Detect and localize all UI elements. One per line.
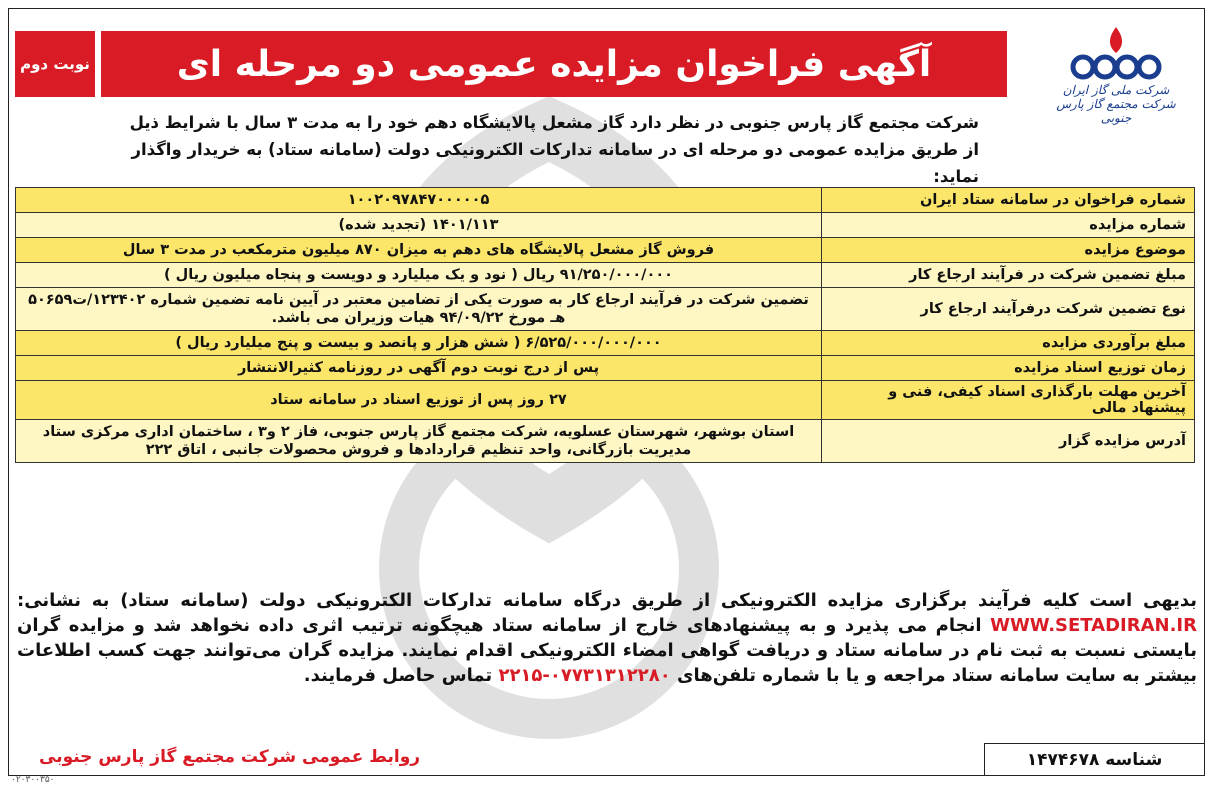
table-row (16, 420, 1195, 463)
row-label: زمان توزیع اسناد مزایده (822, 356, 1195, 381)
row-label: شماره فراخوان در سامانه ستاد ایران (822, 188, 1195, 213)
terms-text-2: انجام می پذیرد و به پیشنهادهای خارج از سامانه ستاد هیچگونه ترتیب اثری داده نخواهد شد و مزایده گران بایستی نسبت به ثبت نام در سامانه ستاد و دریافت گواهی امضاء الکترونیکی اقدام نمایند. مزایده گران می‌توانند جهت کسب اطلاعات بیشتر به سایت سامانه ستاد مراجعه و یا با شماره تلفن‌های (17, 615, 1197, 686)
row-label: موضوع مزایده (822, 238, 1195, 263)
edge-code: ۰۲۰۳۰۰۳۵۰ (11, 775, 55, 785)
row-value: استان بوشهر، شهرستان عسلویه، شرکت مجتمع گاز پارس جنوبی، فاز ۲ و۳ ، ساختمان اداری مرکزی ستاد مدیریت بازرگانی، واحد تنظیم قراردادها و فروش محصولات جانبی ، اتاق ۲۲۲ (16, 420, 822, 463)
row-value: پس از درج نوبت دوم آگهی در روزنامه کثیرالانتشار (16, 356, 822, 381)
ad-id-box (984, 743, 1204, 775)
terms-paragraph (17, 588, 1197, 688)
row-value: تضمین شرکت در فرآیند ارجاع کار به صورت یکی از تضامین معتبر در آیین نامه تضمین شماره ۱۲۳۴۰۲/ت۵۰۶۵۹ هـ مورخ ۹۴/۰۹/۲۲ هیات وزیران می باشد. (16, 288, 822, 331)
table-row (16, 238, 1195, 263)
table-row (16, 331, 1195, 356)
round-badge: نوبت دوم (15, 31, 95, 97)
table-row (16, 263, 1195, 288)
ad-id-label: شناسه (1105, 749, 1163, 770)
table-row (16, 213, 1195, 238)
contact-phone: ۰۷۷۳۱۳۱۲۲۸۰-۲۲۱۵ (498, 665, 671, 686)
row-value: ۲۷ روز پس از توزیع اسناد در سامانه ستاد (16, 381, 822, 420)
terms-text-3: تماس حاصل فرمایند. (303, 665, 493, 686)
nigc-flame-logo-icon (1061, 23, 1171, 83)
ad-id-value: ۱۴۷۴۶۷۸ (1026, 749, 1100, 770)
row-value: ۹۱/۲۵۰/۰۰۰/۰۰۰ ریال ( نود و یک میلیارد و دویست و پنجاه میلیون ریال ) (16, 263, 822, 288)
row-label: مبلغ تضمین شرکت در فرآیند ارجاع کار (822, 263, 1195, 288)
terms-text-1: بدیهی است کلیه فرآیند برگزاری مزایده الکترونیکی از طریق درگاه سامانه تدارکات الکترونیکی دولت (سامانه ستاد) به نشانی: (17, 590, 1197, 611)
public-relations-signature: روابط عمومی شرکت مجتمع گاز پارس جنوبی (39, 747, 421, 767)
setadiran-link[interactable]: WWW.SETADIRAN.IR (990, 615, 1197, 636)
table-row (16, 356, 1195, 381)
row-label: نوع تضمین شرکت درفرآیند ارجاع کار (822, 288, 1195, 331)
page-title: آگهی فراخوان مزایده عمومی دو مرحله ای (101, 31, 1007, 97)
row-label: آخرین مهلت بارگذاری اسناد کیفی، فنی و پیشنهاد مالی (822, 381, 1195, 420)
table-row (16, 188, 1195, 213)
company-logo (1046, 23, 1186, 143)
table-row (16, 288, 1195, 331)
row-label: شماره مزایده (822, 213, 1195, 238)
row-value: ۱۴۰۱/۱۱۳ (تجدید شده) (16, 213, 822, 238)
row-value: ۶/۵۲۵/۰۰۰/۰۰۰/۰۰۰ ( شش هزار و پانصد و بیست و پنج میلیارد ریال ) (16, 331, 822, 356)
row-label: آدرس مزایده گزار (822, 420, 1195, 463)
row-label: مبلغ برآوردی مزایده (822, 331, 1195, 356)
intro-paragraph: شرکت مجتمع گاز پارس جنوبی در نظر دارد گاز مشعل پالایشگاه دهم خود را به مدت ۳ سال با شرایط ذیل از طریق مزایده عمومی دو مرحله ای در سامانه تدارکات الکترونیکی دولت (سامانه ستاد) به خریدار واگذار نماید: (129, 113, 979, 186)
row-value: فروش گاز مشعل پالایشگاه های دهم به میزان ۸۷۰ میلیون مترمکعب در مدت ۳ سال (16, 238, 822, 263)
row-value: ۱۰۰۲۰۹۷۸۴۷۰۰۰۰۰۵ (16, 188, 822, 213)
logo-text-spgc: شرکت مجتمع گاز پارس جنوبی (1056, 97, 1176, 125)
table-row (16, 381, 1195, 420)
logo-text-nigc: شرکت ملی گاز ایران (1062, 83, 1170, 97)
advertisement-page (8, 8, 1205, 785)
auction-details-table (15, 187, 1195, 463)
